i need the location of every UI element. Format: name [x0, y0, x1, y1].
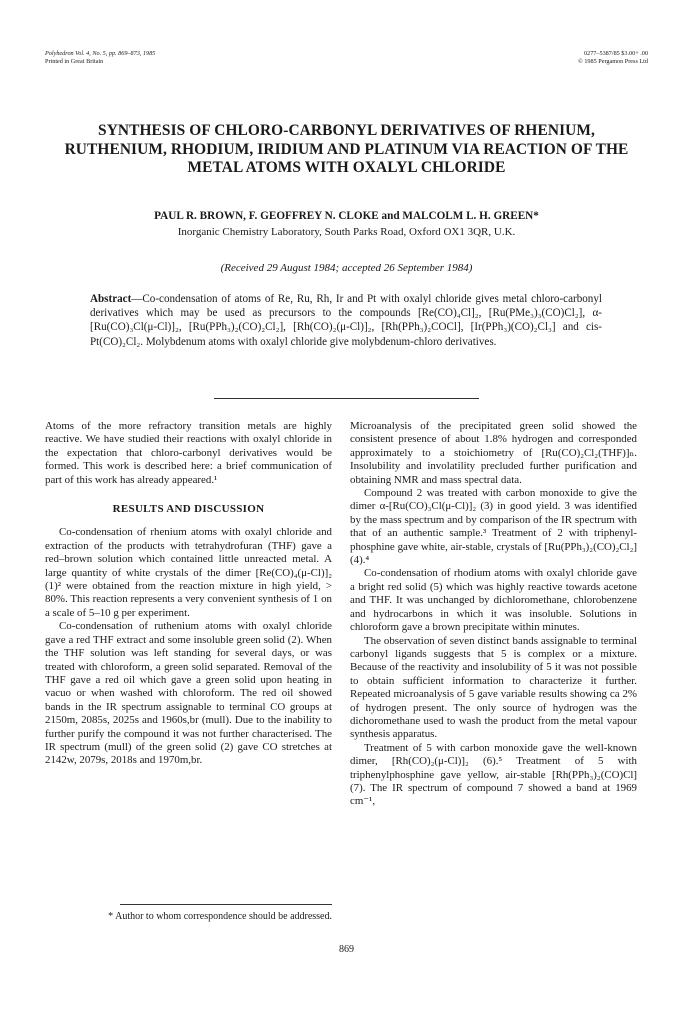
bands-paragraph: The observation of seven distinct bands assignable to terminal carbonyl ligands suggests that 5 is complex or a mixture. Because of the reactivity and insolubility of 5 it was not possible to obtain sufficient information to characterize it further. Repeated microanalysis of 5 gave variable results showing ca 2% of hydrogen present. The only source of hydrogen was the dichoromethane used to wash the product from the metal vapour synthesis apparatus.: [350, 634, 637, 741]
printed-in: Printed in Great Britain: [45, 58, 104, 65]
intro-paragraph: Atoms of the more refractory transition metals are highly reactive. We have studied their reactions with oxalyl chloride in the expectation that chloro-carbonyl derivatives would be formed. This work is described here: a brief communication of part of this work has already appeared.¹: [45, 420, 332, 486]
abstract: [90, 292, 602, 349]
compound2-paragraph: Compound 2 was treated with carbon monoxide to give the dimer α-[Ru(CO)₃Cl(μ-Cl)]₂ (3) in good yield. 3 was identified by the mass spectrum and by comparison of the IR spectrum with that of an authentic sample.³ Treatment of 2 with triphenyl-phosphine gave white, air-stable, crystals of [Ru(PPh₃)₂(CO)₂Cl₂] (4).⁴: [350, 487, 637, 567]
footnote: * Author to whom correspondence should be addressed.: [108, 911, 332, 922]
rhenium-paragraph: Co-condensation of rhenium atoms with oxalyl chloride and extraction of the products with tetrahydrofuran (THF) gave a red–brown solution which contained little unreacted metal. A large quantity of white crystals of the dimer [Re(CO)₄(μ-Cl)]₂ (1)² were obtained from the reaction mixture in high yield, > 80%. This reaction represents a very convenient synthesis of 1 on a scale of 5–10 g per experiment.: [45, 526, 332, 619]
right-column: [350, 420, 637, 809]
journal-header-left: [45, 50, 155, 66]
footnote-divider: [120, 904, 332, 905]
affiliation: Inorganic Chemistry Laboratory, South Parks Road, Oxford OX1 3QR, U.K.: [177, 226, 516, 238]
abstract-divider: [214, 398, 479, 399]
issn-price: 0277–5387/85 $3.00+ .00: [584, 50, 648, 57]
author-list: PAUL R. BROWN, F. GEOFFREY N. CLOKE and MALCOLM L. H. GREEN*: [154, 210, 539, 222]
copyright: © 1985 Pergamon Press Ltd: [578, 58, 648, 65]
section-heading: RESULTS AND DISCUSSION: [112, 503, 265, 516]
abstract-label: Abstract: [90, 293, 132, 305]
journal-citation: Polyhedron Vol. 4, No. 5, pp. 869–873, 1985: [45, 50, 156, 57]
treatment-paragraph: Treatment of 5 with carbon monoxide gave the well-known dimer, [Rh(CO)₂(μ-Cl)]₂ (6).⁵ Treatment of 5 with triphenylphosphine gave yellow, air-stable [Rh(PPh₃)₂(CO)Cl] (7). The IR spectrum of compound 7 showed a band at 1969 cm⁻¹,: [350, 741, 637, 808]
journal-header-right: [578, 50, 648, 66]
received-date: (Received 29 August 1984; accepted 26 September 1984): [220, 262, 473, 274]
rhodium-paragraph: Co-condensation of rhodium atoms with oxalyl chloride gave a bright red solid (5) which was highly reactive towards acetone and THF. It was unchanged by dichloromethane, chlorobenzene and hydrocarbons in which it was insoluble. Solutions in chloroform gave a brown precipitate within minutes.: [350, 567, 637, 634]
ruthenium-paragraph: Co-condensation of ruthenium atoms with oxalyl chloride gave a red THF extract and some insoluble green solid (2). When the THF solution was left standing for several days, or was treated with chloroform, a green solid separated. Removal of the THF gave a red oil which gave a green solid upon heating in vacuo or when washed with chloroform. The red oil showed bands in the IR spectrum assignable to terminal CO groups at 2150m, 2085s, 2025s and 1960s,br (mull). Due to the inability to further purify the compound it was not further characterised. The IR spectrum (mull) of the green solid (2) gave CO stretches at 2142w, 2079s, 2018s and 1970m,br.: [45, 620, 332, 767]
microanalysis-paragraph: Microanalysis of the precipitated green solid showed the consistent presence of about 1.8% hydrogen and corresponded approximately to a stoichiometry of [Ru(CO)₂Cl₂(THF)]ₙ. Insolubility and involatility precluded further purification and obtaining NMR and mass spectral data.: [350, 420, 637, 486]
paper-title: SYNTHESIS OF CHLORO-CARBONYL DERIVATIVES OF RHENIUM, RUTHENIUM, RHODIUM, IRIDIUM AND PLATINUM VIA REACTION OF THE METAL ATOMS WITH OXALYL CHLORIDE: [64, 122, 629, 176]
left-column: [45, 420, 332, 768]
page-number: 869: [339, 944, 354, 955]
abstract-text: —Co-condensation of atoms of Re, Ru, Rh, Ir and Pt with oxalyl chloride gives metal chloro-carbonyl derivatives which may be used as precursors to the compounds [Re(CO)₄Cl]₂, [Ru(PMe₃)₃(CO)Cl₂], α-[Ru(CO)₃Cl(μ-Cl)]₂, [Ru(PPh₃)₂(CO)₂Cl₂], [Rh(CO)₂(μ-Cl)]₂, [Rh(PPh₃)₂COCl], [Ir(PPh₃)(CO)₂Cl₃] and cis-Pt(CO)₂Cl₂. Molybdenum atoms with oxalyl chloride give molybdenum-chloro derivatives.: [90, 293, 602, 348]
